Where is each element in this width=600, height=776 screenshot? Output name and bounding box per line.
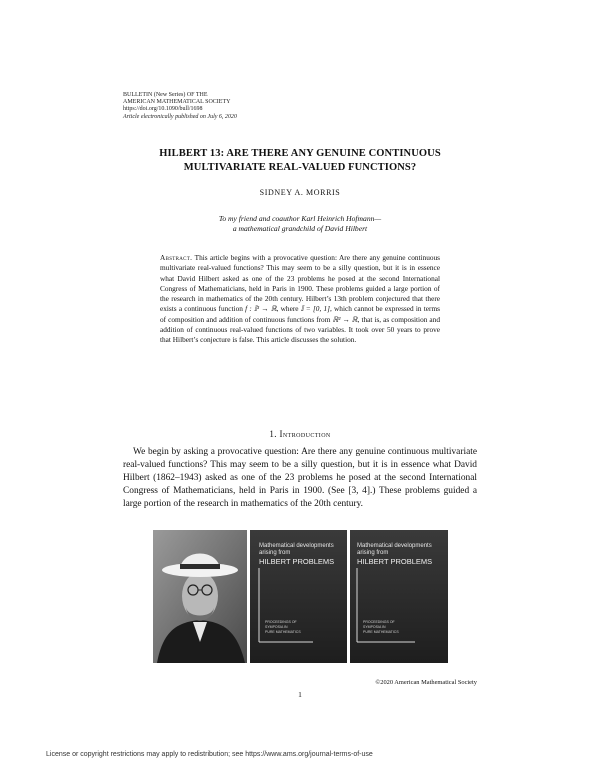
abstract-math-2: 𝕀 = [0, 1] xyxy=(300,304,330,314)
book2-note1: PROCEEDINGS OF xyxy=(363,620,395,624)
abstract-text-2: , where xyxy=(276,304,301,314)
title-line-1: HILBERT 13: ARE THERE ANY GENUINE CONTINUOUS xyxy=(159,148,441,159)
journal-line-2: AMERICAN MATHEMATICAL SOCIETY xyxy=(123,99,231,106)
book2-line2: arising from xyxy=(357,550,389,556)
abstract-text-1: This article begins with a provocative question: Are there any genuine continuous multivariate real-valued functions? This may seem to be a silly question, but it is in essence what David Hilbert asked as one of the 23 problems he posed at the second International Congress of Mathematicians, held in Paris in 1900. These problems guided a large portion of the research in mathematics of the 20th century. Hilbert’s 13th problem conjectured that there exists a continuous function xyxy=(160,253,440,314)
abstract-math-1: f : 𝕀³ → ℝ xyxy=(245,304,277,314)
book2-note3: PURE MATHEMATICS xyxy=(363,630,399,634)
published-date: Article electronically published on July 6, 2020 xyxy=(123,113,237,120)
journal-line-1: BULLETIN (New Series) OF THE xyxy=(123,92,208,98)
section-number: 1. xyxy=(269,429,277,439)
abstract-label: Abstract. xyxy=(160,253,193,262)
book-cover-1 xyxy=(250,530,347,663)
book1-note2: SYMPOSIA IN xyxy=(265,625,288,629)
doi-link[interactable]: https://doi.org/10.1090/bull/1698 xyxy=(123,106,203,113)
journal-header xyxy=(123,92,237,121)
abstract xyxy=(160,253,440,346)
section-title: Introduction xyxy=(279,429,331,439)
section-heading xyxy=(0,429,600,439)
copyright-notice: ©2020 American Mathematical Society xyxy=(375,679,477,686)
dedication xyxy=(0,214,600,234)
license-notice[interactable]: License or copyright restrictions may apply to redistribution; see https://www.ams.org/journal-terms-of-use xyxy=(46,751,373,758)
dedication-line-2: a mathematical grandchild of David Hilbert xyxy=(232,224,368,233)
author-name: SIDNEY A. MORRIS xyxy=(259,188,341,197)
book-cover-2 xyxy=(350,530,448,663)
book2-line3: HILBERT PROBLEMS xyxy=(357,557,433,566)
page-number: 1 xyxy=(298,690,302,699)
title-line-2: MULTIVARIATE REAL-VALUED FUNCTIONS? xyxy=(183,162,417,173)
figure-photos xyxy=(153,530,448,663)
book2-note2: SYMPOSIA IN xyxy=(363,625,386,629)
intro-paragraph: We begin by asking a provocative question: Are there any genuine continuous multivariate real-valued functions? This may seem to be a silly question, but it is in essence what David Hilbert (1862–1943) asked as one of the 23 problems he posed at the second International Congress of Mathematicians, held in Paris in 1900. (See [3, 4].) These problems guided a large portion of the research in mathematics of the 20th century. xyxy=(123,447,477,510)
article-title xyxy=(60,147,540,175)
figure-svg xyxy=(153,530,448,663)
abstract-math-3: ℝ² → ℝ xyxy=(332,314,358,324)
dedication-line-1: To my friend and coauthor Karl Heinrich Hofmann— xyxy=(218,214,382,223)
book1-note3: PURE MATHEMATICS xyxy=(265,630,301,634)
book1-line3: HILBERT PROBLEMS xyxy=(259,557,335,566)
book1-line2: arising from xyxy=(259,550,291,556)
hilbert-portrait xyxy=(153,530,247,663)
abstract-text-4: , that is, as composition and addition of continuous real-valued functions of two variables. It took over 50 years to prove that Hilbert’s conjecture is false. This article discusses the solution. xyxy=(160,314,440,345)
abstract-text-3: , which cannot be expressed in terms of composition and addition of continuous functions from xyxy=(160,304,440,324)
book1-note1: PROCEEDINGS OF xyxy=(265,620,297,624)
book1-line1: Mathematical developments xyxy=(259,543,334,549)
book2-line1: Mathematical developments xyxy=(357,543,432,549)
